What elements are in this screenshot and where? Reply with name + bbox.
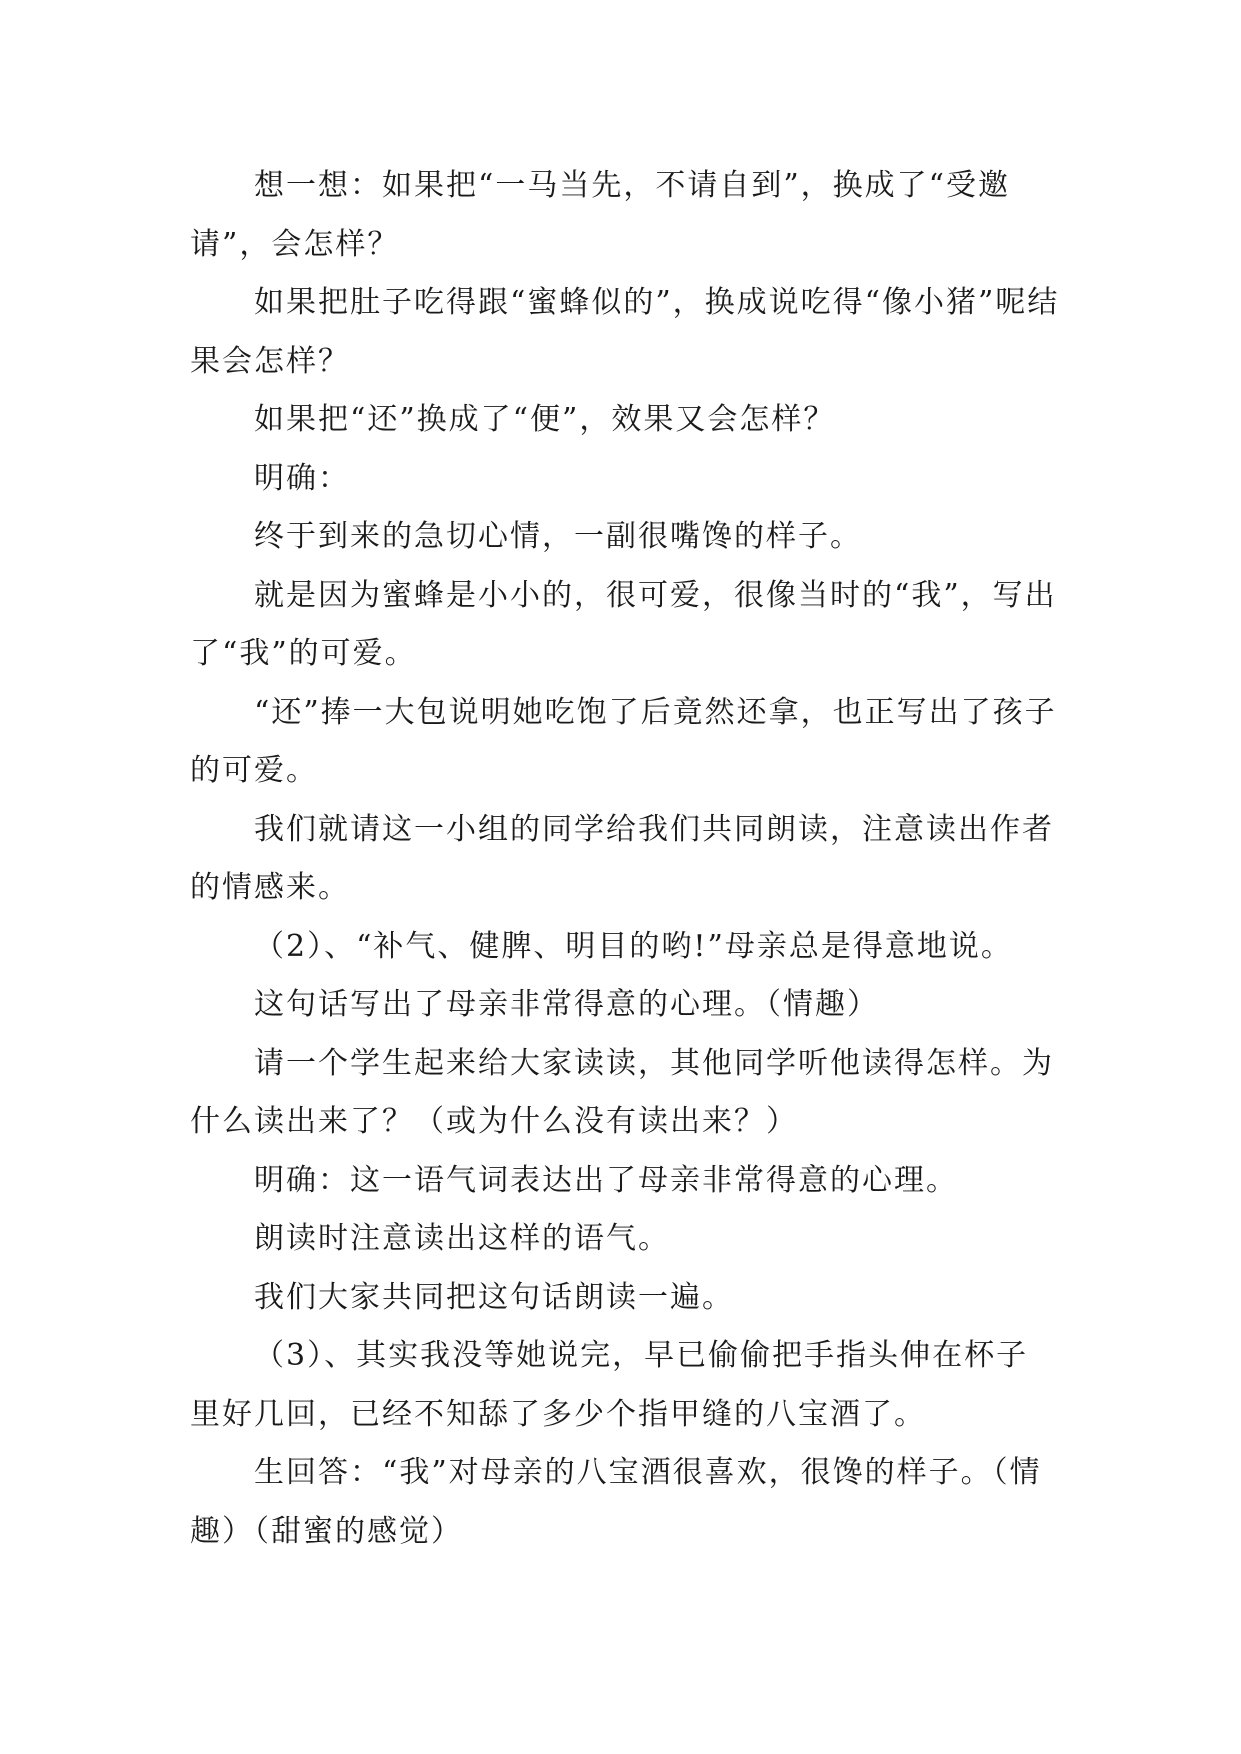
- paragraph: 明确：这一语气词表达出了母亲非常得意的心理。: [254, 1162, 958, 1198]
- paragraph: 如果把“还”换成了“便”，效果又会怎样？: [254, 402, 836, 437]
- paragraph: （2）、“补气、健脾、明目的哟!”母亲总是得意地说。: [254, 928, 1013, 964]
- paragraph: 我们就请这一小组的同学给我们共同朗读，注意读出作者的情感来。: [190, 811, 1054, 905]
- paragraph: 想一想：如果把“一马当先，不请自到”，换成了“受邀请”，会怎样？: [190, 168, 1011, 262]
- paragraph: “还”捧一大包说明她吃饱了后竟然还拿，也正写出了孩子的可爱。: [190, 694, 1057, 788]
- paragraph: 终于到来的急切心情，一副很嘴馋的样子。: [254, 519, 862, 554]
- paragraph: 生回答：“我”对母亲的八宝酒很喜欢，很馋的样子。（情趣）（甜蜜的感觉）: [190, 1455, 1042, 1549]
- paragraph: 明确：: [254, 460, 350, 496]
- paragraph: 如果把肚子吃得跟“蜜蜂似的”，换成说吃得“像小猪”呢结果会怎样？: [190, 285, 1060, 379]
- paragraph: 这句话写出了母亲非常得意的心理。（情趣）: [254, 987, 879, 1022]
- paragraph: 请一个学生起来给大家读读，其他同学听他读得怎样。为什么读出来了？（或为什么没有读出来？）: [190, 1045, 1054, 1139]
- paragraph: 就是因为蜜蜂是小小的，很可爱，很像当时的“我”，写出了“我”的可爱。: [190, 577, 1057, 671]
- body-text: [190, 157, 1060, 1561]
- paragraph: （3）、其实我没等她说完，早已偷偷把手指头伸在杯子里好几回，已经不知舔了多少个指甲缝的八宝酒了。: [190, 1338, 1029, 1432]
- paragraph: 我们大家共同把这句话朗读一遍。: [254, 1279, 734, 1315]
- paragraph: 朗读时注意读出这样的语气。: [254, 1221, 670, 1256]
